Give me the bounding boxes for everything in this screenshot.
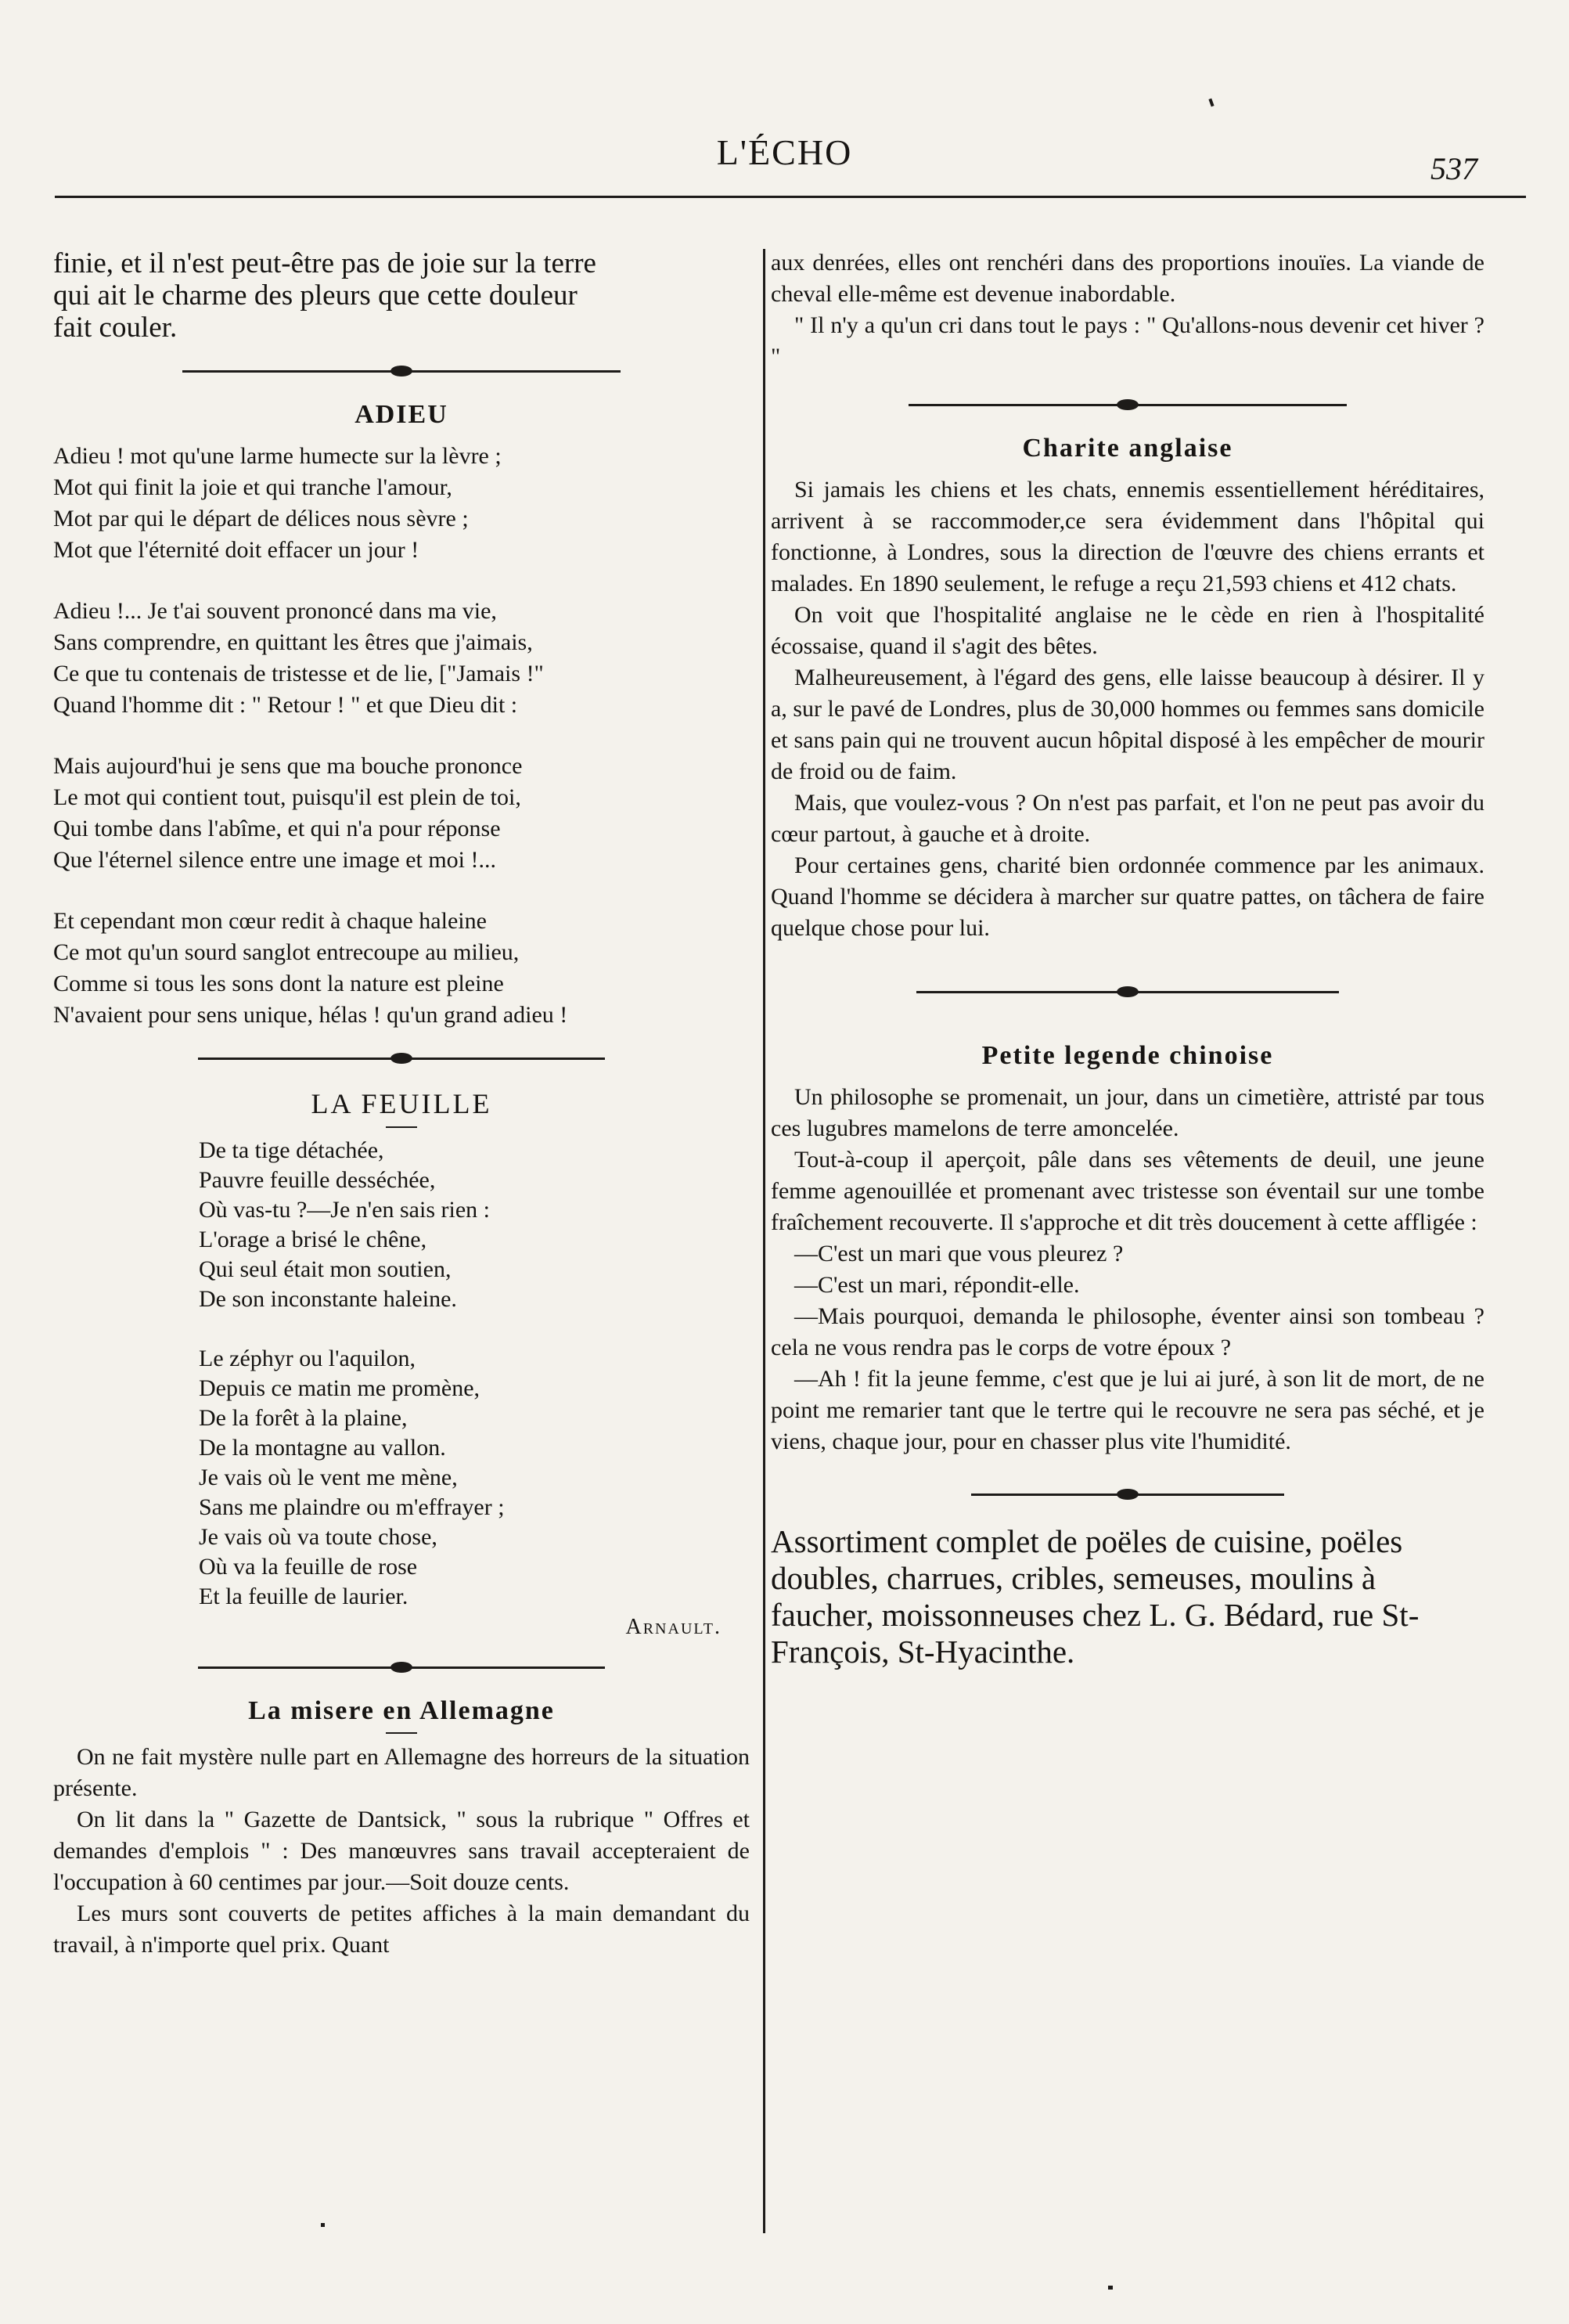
article-paragraph: —Ah ! fit la jeune femme, c'est que je lui ai juré, à son lit de mort, de ne point me remarier tant que le tertre qui le recouvre ne sera pas séché, et je viens, chaque jour, pour en chasser plus vite l'humidité.	[771, 1366, 1484, 1454]
section-ornament	[198, 1659, 605, 1677]
poem-line: Sans comprendre, en quittant les êtres que j'aimais,	[53, 629, 533, 655]
print-speck	[1108, 2286, 1113, 2290]
adieu-title: ADIEU	[354, 400, 448, 429]
feuille-poem	[53, 1136, 750, 1612]
advertisement: Assortiment complet de poëles de cuisine, poëles doubles, charrues, cribles, semeuses, moulins à faucher, moissonneuses chez L. G. Bédard, rue St-François, St-Hyacinthe.	[771, 1523, 1420, 1670]
poem-stanza	[53, 906, 750, 1031]
poem-line: De la forêt à la plaine,	[199, 1405, 408, 1431]
continuation-text	[771, 247, 1484, 373]
title-underline	[386, 1126, 417, 1128]
section-ornament	[182, 362, 621, 381]
intro-paragraph	[53, 247, 750, 344]
section-ornament	[909, 396, 1347, 415]
poem-stanza	[199, 1344, 750, 1612]
charite-title: Charite anglaise	[1022, 434, 1233, 463]
poem-line: Qui tombe dans l'abîme, et qui n'a pour réponse	[53, 816, 501, 841]
poem-line: Mot qui finit la joie et qui tranche l'amour,	[53, 474, 452, 500]
poem-line: Que l'éternel silence entre une image et moi !...	[53, 847, 497, 873]
article-paragraph: Un philosophe se promenait, un jour, dans un cimetière, attristé par tous ces lugubres mamelons de terre amoncelée.	[771, 1084, 1484, 1141]
poem-line: Adieu !... Je t'ai souvent prononcé dans ma vie,	[53, 598, 497, 624]
page-number: 537	[1430, 151, 1477, 186]
poem-line: Je vais où le vent me mène,	[199, 1465, 458, 1490]
poem-signature: Arnault.	[625, 1615, 722, 1639]
poem-line: Et la feuille de laurier.	[199, 1584, 408, 1609]
poem-line: Qui seul était mon soutien,	[199, 1256, 452, 1282]
article-paragraph: Mais, que voulez-vous ? On n'est pas parfait, et l'on ne peut pas avoir du cœur partout, à gauche et à droite.	[771, 790, 1484, 847]
poem-line: De la montagne au vallon.	[199, 1435, 446, 1461]
article-paragraph: On lit dans la " Gazette de Dantsick, " sous la rubrique " Offres et demandes d'emplois " : Des manœuvres sans travail accepteraient de l'occupation à 60 centimes par jour.—Soit douze cents.	[53, 1807, 750, 1895]
article-paragraph: On voit que l'hospitalité anglaise ne le cède en rien à l'hospitalité écossaise, quand il s'agit des bêtes.	[771, 602, 1484, 659]
section-ornament	[971, 1486, 1284, 1504]
section-ornament	[916, 983, 1339, 1002]
poem-line: Je vais où va toute chose,	[199, 1524, 437, 1550]
poem-line: Sans me plaindre ou m'effrayer ;	[199, 1494, 505, 1520]
poem-line: Où va la feuille de rose	[199, 1554, 418, 1580]
poem-line: Le zéphyr ou l'aquilon,	[199, 1346, 416, 1371]
article-paragraph: Les murs sont couverts de petites affiches à la main demandant du travail, à n'importe quel prix. Quant	[53, 1901, 750, 1958]
poem-line: Où vas-tu ?—Je n'en sais rien :	[199, 1197, 490, 1223]
poem-line: Depuis ce matin me promène,	[199, 1375, 480, 1401]
section-ornament	[198, 1050, 605, 1068]
poem-line: Ce mot qu'un sourd sanglot entrecoupe au milieu,	[53, 939, 520, 965]
adieu-poem	[53, 441, 750, 1031]
poem-stanza	[53, 441, 750, 566]
poem-line: De son inconstante haleine.	[199, 1286, 457, 1312]
page-header-title: L'ÉCHO	[716, 132, 853, 172]
poem-stanza	[53, 751, 750, 876]
legende-title: Petite legende chinoise	[981, 1041, 1274, 1070]
title-underline	[386, 1732, 417, 1734]
charite-article	[771, 474, 1484, 944]
poem-line: Le mot qui contient tout, puisqu'il est plein de toi,	[53, 784, 521, 810]
intro-line: fait couler.	[53, 312, 178, 344]
misere-title: La misere en Allemagne	[248, 1696, 555, 1725]
misere-article	[53, 1742, 750, 1961]
article-paragraph: —Mais pourquoi, demanda le philosophe, éventer ainsi son tombeau ? cela ne vous rendra pas le corps de votre époux ?	[771, 1303, 1484, 1360]
intro-line: qui ait le charme des pleurs que cette douleur	[53, 279, 578, 312]
article-paragraph: —C'est un mari, répondit-elle.	[794, 1272, 1080, 1298]
poem-line: N'avaient pour sens unique, hélas ! qu'un grand adieu !	[53, 1002, 568, 1028]
poem-line: Mot que l'éternité doit effacer un jour !	[53, 537, 419, 563]
poem-line: De ta tige détachée,	[199, 1137, 384, 1163]
legende-article	[771, 1082, 1484, 1457]
right-column	[771, 247, 1484, 1670]
poem-line: Mot par qui le départ de délices nous sèvre ;	[53, 506, 469, 531]
article-paragraph: Pour certaines gens, charité bien ordonnée commence par les animaux. Quand l'homme se décidera à marcher sur quatre pattes, on tâchera de faire quelque chose pour lui.	[771, 852, 1484, 941]
intro-line: finie, et il n'est peut-être pas de joie sur la terre	[53, 247, 596, 279]
column-divider	[763, 249, 765, 2233]
print-speck	[1208, 99, 1214, 107]
poem-line: Mais aujourd'hui je sens que ma bouche prononce	[53, 753, 523, 779]
article-paragraph: aux denrées, elles ont renchéri dans des proportions inouïes. La viande de cheval elle-même est devenue inabordable.	[771, 250, 1484, 307]
print-speck	[321, 2223, 325, 2227]
article-paragraph: Malheureusement, à l'égard des gens, elle laisse beaucoup à désirer. Il y a, sur le pavé de Londres, plus de 30,000 hommes ou femmes sans domicile et sans pain qui ne trouvent aucun hôpital disposé à les empêcher de mourir de froid ou de faim.	[771, 665, 1484, 784]
article-paragraph: —C'est un mari que vous pleurez ?	[794, 1241, 1124, 1266]
poem-line: Pauvre feuille desséchée,	[199, 1167, 436, 1193]
poem-stanza	[53, 596, 750, 721]
poem-line: Ce que tu contenais de tristesse et de lie, ["Jamais !"	[53, 661, 544, 686]
article-paragraph: On ne fait mystère nulle part en Allemagne des horreurs de la situation présente.	[53, 1744, 750, 1801]
article-paragraph: " Il n'y a qu'un cri dans tout le pays : " Qu'allons-nous devenir cet hiver ? "	[771, 312, 1484, 369]
feuille-title: LA FEUILLE	[311, 1088, 492, 1119]
poem-line: Et cependant mon cœur redit à chaque haleine	[53, 908, 487, 934]
header-rule	[55, 196, 1526, 198]
left-column	[53, 247, 750, 1961]
article-paragraph: Si jamais les chiens et les chats, ennemis essentiellement héréditaires, arrivent à se raccommoder,ce sera évidemment dans l'hôpital qui fonctionne, à Londres, sous la direction de l'œuvre des chiens errants et malades. En 1890 seulement, le refuge a reçu 21,593 chiens et 412 chats.	[771, 477, 1484, 596]
poem-line: L'orage a brisé le chêne,	[199, 1227, 427, 1252]
poem-line: Quand l'homme dit : " Retour ! " et que Dieu dit :	[53, 692, 518, 718]
poem-stanza	[199, 1136, 750, 1314]
poem-line: Adieu ! mot qu'une larme humecte sur la lèvre ;	[53, 443, 502, 469]
article-paragraph: Tout-à-coup il aperçoit, pâle dans ses vêtements de deuil, une jeune femme agenouillée et promenant avec tristesse son éventail sur une tombe fraîchement recouverte. Il s'approche et dit très doucement à cette affligée :	[771, 1147, 1484, 1235]
poem-line: Comme si tous les sons dont la nature est pleine	[53, 971, 504, 996]
